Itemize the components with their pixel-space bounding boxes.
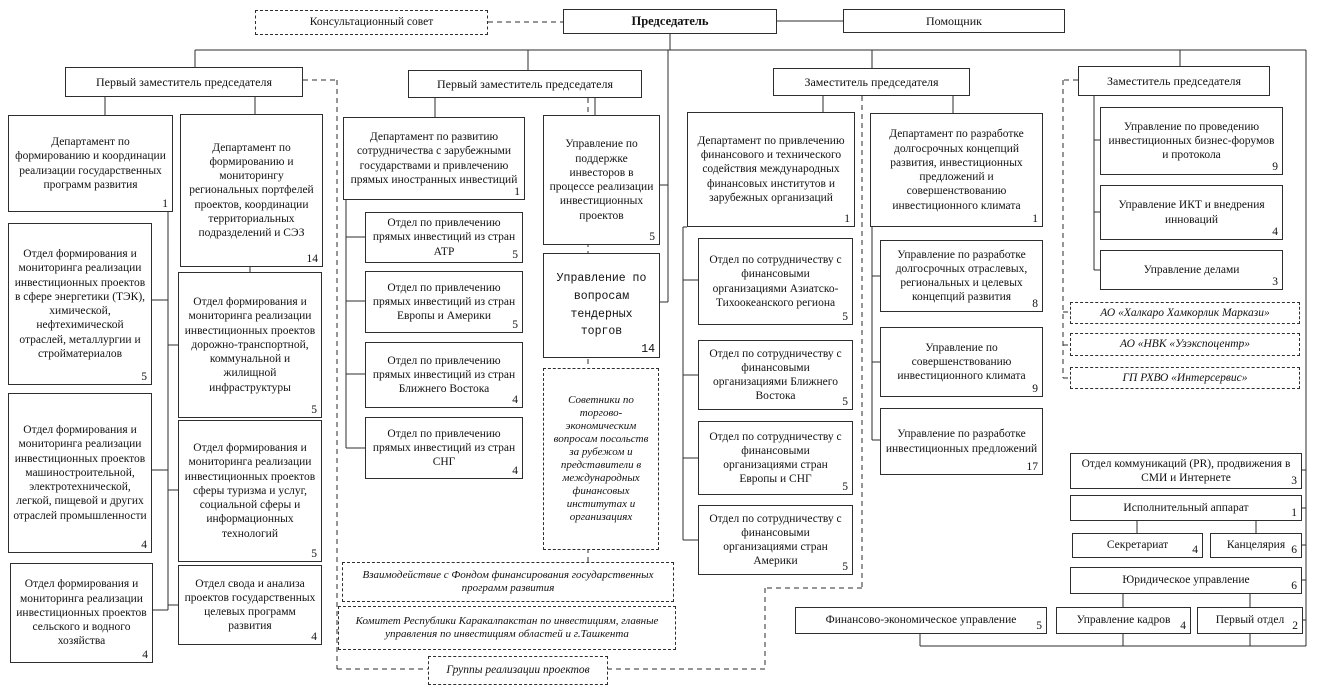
box-upr-tender: Управление по вопросам тендерных торгов 14 [543,253,660,358]
box-dept-longterm-concepts: Департамент по разработке долгосрочных концепций развития, инвестиционных предложений и совершенствованию инвестиционного климата 1 [870,113,1043,227]
box-upr-investor-support: Управление по поддержке инвесторов в процессе реализации инвестиционных проектов 5 [543,115,660,245]
box-executive-apparatus: Исполнительный аппарат 1 [1070,495,1302,521]
assistant-box: Помощник [843,9,1065,33]
box-karakalpakstan-committee: Комитет Республики Каракалпакстан по инвестициям, главные управления по инвестициям областей и г.Ташкента [338,606,676,650]
box-ao-uzexpocentre: АО «НВК «Узэкспоцентр» [1070,333,1300,356]
box-otdel-fin-europe-cis: Отдел по сотрудничеству с финансовыми организациями стран Европы и СНГ 5 [698,421,853,495]
deputy-chairman-1-box: Заместитель председателя [773,68,970,96]
box-secretariat: Секретариат 4 [1072,533,1203,558]
box-otdel-fdi-cis: Отдел по привлечению прямых инвестиций из стран СНГ 4 [365,417,523,479]
box-upr-investment-proposals: Управление по разработке инвестиционных предложений 17 [880,408,1043,475]
box-first-department: Первый отдел 2 [1197,607,1303,634]
box-otdel-machinery-projects: Отдел формирования и мониторинга реализации инвестиционных проектов машиностроительной, электротехнической, легкой, пищевой и других отраслей промышленности 4 [8,393,152,553]
box-dept-state-programs: Департамент по формированию и координации реализации государственных программ развития 1 [8,115,173,212]
box-legal-department: Юридическое управление 6 [1070,567,1302,594]
box-otdel-pr-communications: Отдел коммуникаций (PR), продвижения в СМИ и Интернете 3 [1070,453,1302,489]
box-finance-economic-department: Финансово-экономическое управление 5 [795,607,1047,634]
first-deputy-chairman-2-box: Первый заместитель председателя [408,70,642,98]
box-upr-affairs: Управление делами 3 [1100,250,1283,290]
box-upr-investment-climate: Управление по совершенствованию инвестиционного климата 9 [880,327,1043,397]
box-dept-foreign-cooperation: Департамент по развитию сотрудничества с зарубежными государствами и привлечению прямых иностранных инвестиций 1 [343,117,525,200]
deputy-chairman-2-box: Заместитель председателя [1078,66,1270,96]
box-hr-department: Управление кадров 4 [1056,607,1191,634]
box-chancellery: Канцелярия 6 [1210,533,1302,558]
box-otdel-fdi-middle-east: Отдел по привлечению прямых инвестиций из стран Ближнего Востока 4 [365,342,523,408]
box-otdel-fin-america: Отдел по сотрудничеству с финансовыми организациями стран Америки 5 [698,505,853,575]
chairman-box: Председатель [563,9,777,34]
box-otdel-energy-projects: Отдел формирования и мониторинга реализации инвестиционных проектов в сфере энергетики (ТЭК), химической, нефтехимической отраслей, металлургии и стройматериалов 5 [8,223,152,385]
box-gp-interservice: ГП РХВО «Интерсервис» [1070,367,1300,389]
box-dept-financial-assistance: Департамент по привлечению финансового и технического содействия международных финансовых институтов и зарубежных организаций 1 [687,112,855,227]
box-otdel-fin-asia-pacific: Отдел по сотрудничеству с финансовыми организациями Азиатско-Тихоокеанского региона 5 [698,238,853,325]
box-upr-longterm-concepts: Управление по разработке долгосрочных отраслевых, региональных и целевых концепций развития 8 [880,240,1043,312]
box-fund-interaction: Взаимодействие с Фондом финансирования государственных программ развития [342,562,674,602]
box-otdel-agriculture-projects: Отдел формирования и мониторинга реализации инвестиционных проектов сельского и водного хозяйства 4 [10,563,153,663]
box-otdel-fdi-apr: Отдел по привлечению прямых инвестиций из стран АТР 5 [365,212,523,263]
box-otdel-target-programs: Отдел свода и анализа проектов государственных целевых программ развития 4 [178,565,322,645]
box-ao-khalkaro-khamkorlik: АО «Халкаро Хамкорлик Маркази» [1070,302,1300,324]
first-deputy-chairman-1-box: Первый заместитель председателя [65,67,303,97]
box-upr-ict-innovations: Управление ИКТ и внедрения инноваций 4 [1100,185,1283,240]
box-otdel-tourism-social: Отдел формирования и мониторинга реализации инвестиционных проектов сферы туризма и услуг, социальной сферы и информационных технологий 5 [178,420,322,562]
advisory-council-box: Консультационный совет [255,10,488,35]
box-otdel-transport-infrastructure: Отдел формирования и мониторинга реализации инвестиционных проектов дорожно-транспортной, коммунальной и жилищной инфраструктуры 5 [178,272,322,418]
box-otdel-fdi-europe-america: Отдел по привлечению прямых инвестиций из стран Европы и Америки 5 [365,271,523,333]
box-project-implementation-groups: Группы реализации проектов [428,656,608,685]
box-otdel-fin-middle-east: Отдел по сотрудничеству с финансовыми организациями Ближнего Востока 5 [698,340,853,410]
box-upr-business-forums: Управление по проведению инвестиционных бизнес-форумов и протокола 9 [1100,107,1283,175]
box-advisors-abroad: Советники по торгово-экономическим вопросам посольств за рубежом и представители в международных финансовых институтах и организациях [543,368,659,550]
box-dept-regional-portfolios: Департамент по формированию и мониторингу региональных портфелей проектов, координации территориальных подразделений и СЭЗ 14 [180,114,323,267]
